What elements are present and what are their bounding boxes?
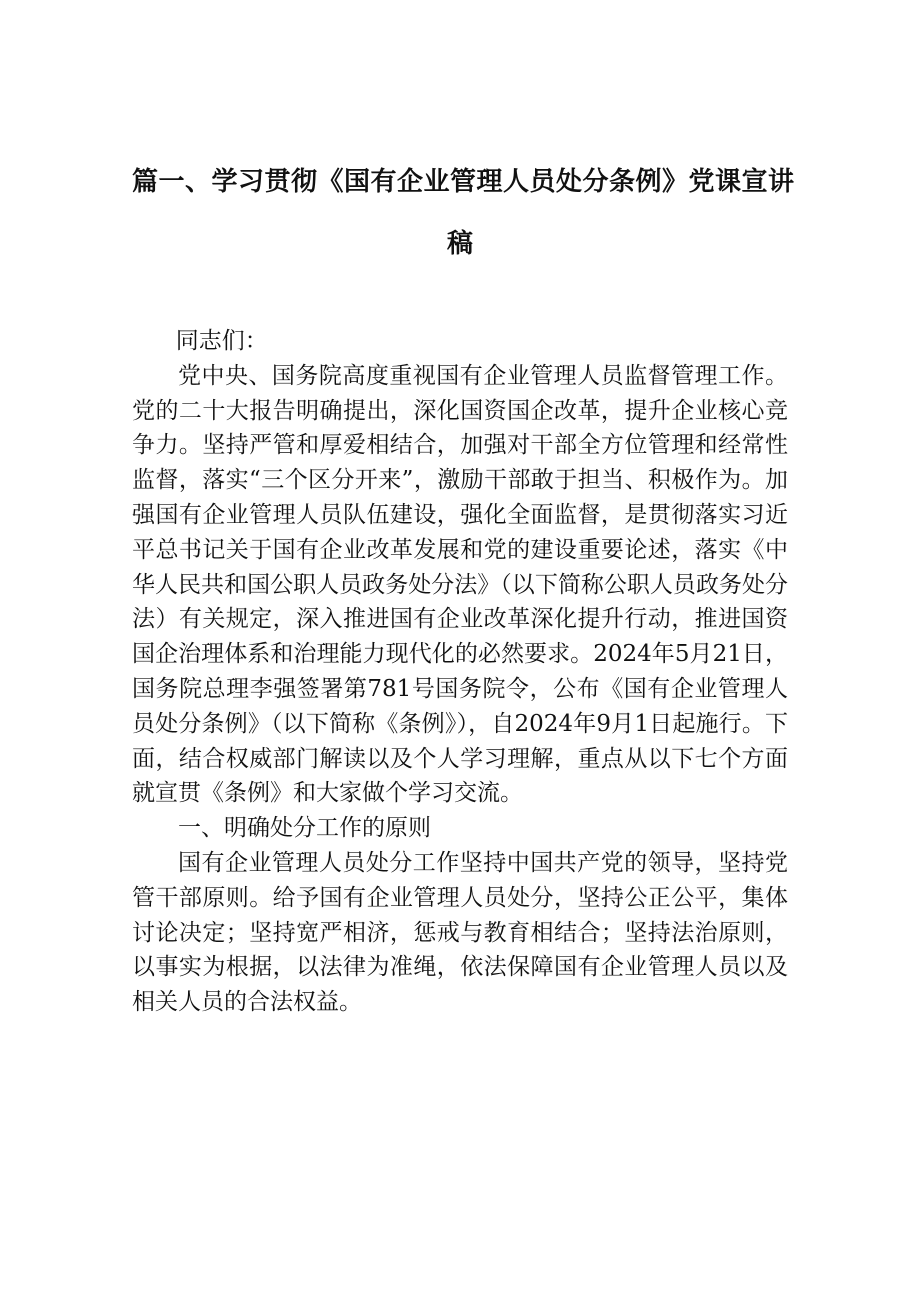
- document-title-continuation: 稿: [446, 229, 473, 259]
- salutation: 同志们：: [175, 328, 268, 354]
- document-body: [132, 324, 788, 1020]
- section-heading-principles: 一、明确处分工作的原则: [178, 815, 431, 842]
- document-title: 篇一、学习贯彻《国有企业管理人员处分条例》党课宣讲: [132, 167, 795, 197]
- paragraph-principles: 国有企业管理人员处分工作坚持中国共产党的领导，坚持党管干部原则。给予国有企业管理人员处分，坚持公正公平，集体讨论决定；坚持宽严相济，惩戒与教育相结合；坚持法治原则，以事实为根据，以法律为准绳，依法保障国有企业管理人员以及相关人员的合法权益。: [132, 849, 788, 1016]
- paragraph-intro: 党中央、国务院高度重视国有企业管理人员监督管理工作。党的二十大报告明确提出，深化国资国企改革，提升企业核心竞争力。坚持严管和厚爱相结合，加强对干部全方位管理和经常性监督，落实“三个区分开来”，激励干部敢于担当、积极作为。加强国有企业管理人员队伍建设，强化全面监督，是贯彻落实习近平总书记关于国有企业改革发展和党的建设重要论述，落实《中华人民共和国公职人员政务处分法》（以下简称公职人员政务处分法）有关规定，深入推进国有企业改革深化提升行动，推进国资国企治理体系和治理能力现代化的必然要求。2024年5月21日，国务院总理李强签署第781号国务院令，公布《国有企业管理人员处分条例》（以下简称《条例》），自2024年9月1日起施行。下面，结合权威部门解读以及个人学习理解，重点从以下七个方面就宣贯《条例》和大家做个学习交流。: [132, 362, 788, 807]
